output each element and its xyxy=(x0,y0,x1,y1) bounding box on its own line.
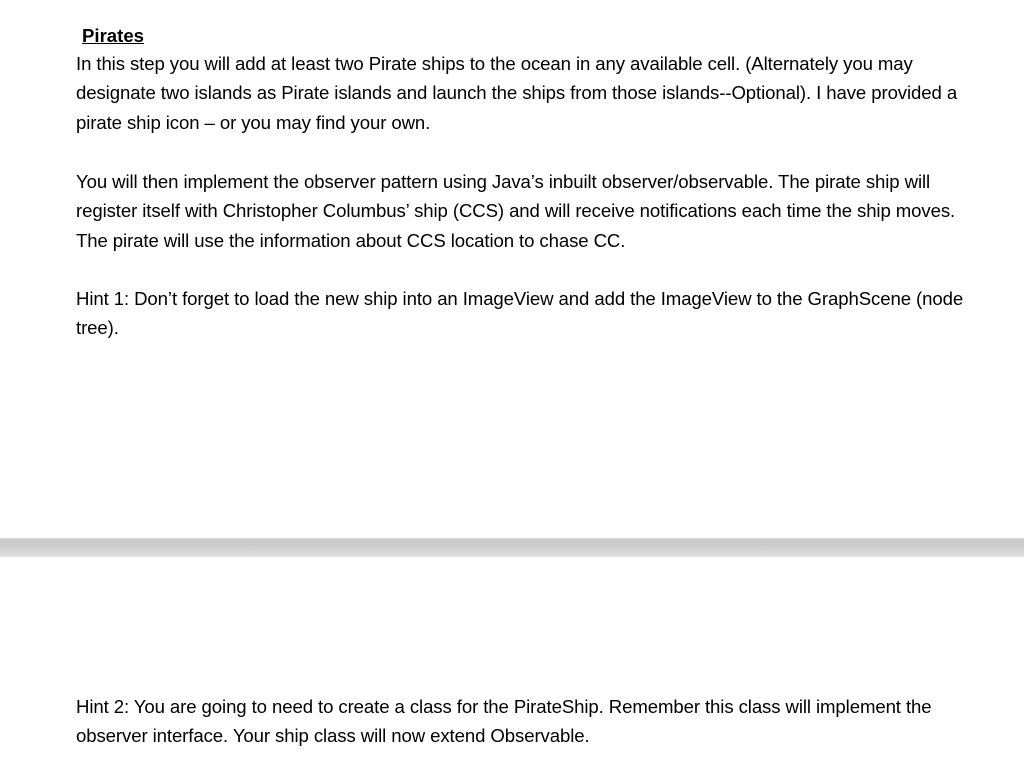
paragraph-observer: You will then implement the observer pattern using Java’s inbuilt observer/observable. The pirate ship will register itself with Christopher Columbus’ ship (CCS) and will receive notifications each time the ship moves. The pirate will use the information about CCS location to chase CC. xyxy=(76,171,956,251)
document-page-2 xyxy=(0,557,1024,781)
paragraph-hint-1: Hint 1: Don’t forget to load the new ship into an ImageView and add the ImageView to the GraphScene (node tree). xyxy=(76,288,964,339)
paragraph-intro: In this step you will add at least two Pirate ships to the ocean in any available cell. (Alternately you may designate two islands as Pirate islands and launch the ships from those islands--Optional). I have provided a pirate ship icon – or you may find your own. xyxy=(76,53,958,133)
paragraph-hint-2: Hint 2: You are going to need to create a class for the PirateShip. Remember this class will implement the observer interface. Your ship class will now extend Observable. xyxy=(76,696,932,747)
section-heading: Pirates xyxy=(82,25,145,46)
page-break-divider xyxy=(0,538,1024,557)
